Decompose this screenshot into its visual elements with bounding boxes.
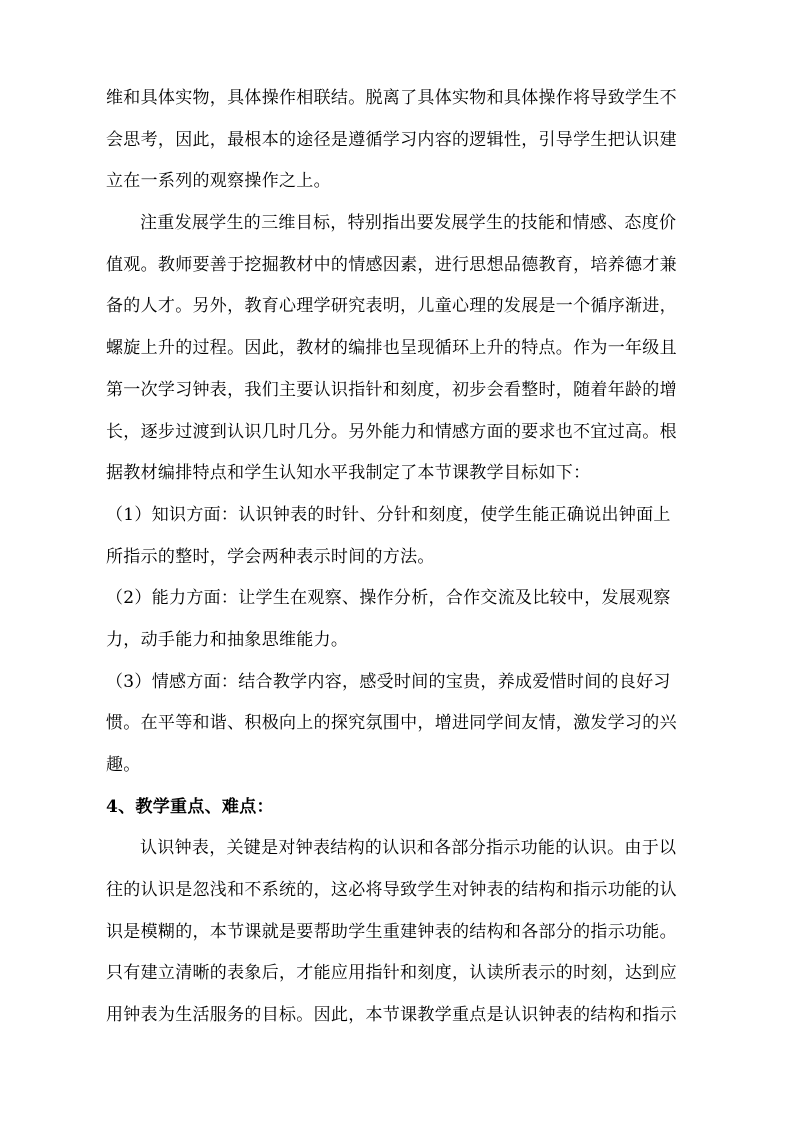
text-line: 维和具体实物，具体操作相联结。脱离了具体实物和具体操作将导致学生不 [106,88,677,108]
text-line: 惯。在平等和谐、积极向上的探究氛围中，增进同学间友情，激发学习的兴 [106,713,677,734]
text-line: 所指示的整时，学会两种表示时间的方法。 [106,546,435,567]
text-line: 趣。 [106,755,141,775]
text-line: 用钟表为生活服务的目标。因此，本节课教学重点是认识钟表的结构和指示 [106,1005,677,1026]
paragraph-start-line: 认识钟表，关键是对钟表结构的认识和各部分指示功能的认识。由于以 [140,838,677,859]
text-line: 长，逐步过渡到认识几时几分。另外能力和情感方面的要求也不宜过高。根 [106,421,677,442]
text-line: 螺旋上升的过程。因此，教材的编排也呈现循环上升的特点。作为一年级且 [106,338,677,359]
goal-item-ability: （2）能力方面：让学生在观察、操作分析，合作交流及比较中，发展观察 [106,588,671,609]
text-line: 值观。教师要善于挖掘教材中的情感因素，进行思想品德教育，培养德才兼 [106,254,677,275]
text-line: 识是模糊的，本节课就是要帮助学生重建钟表的结构和各部分的指示功能。 [106,921,677,942]
text-line: 会思考，因此，最根本的途径是遵循学习内容的逻辑性，引导学生把认识建 [106,129,677,150]
paragraph-start-line: 注重发展学生的三维目标，特别指出要发展学生的技能和情感、态度价 [140,213,677,234]
goal-item-emotion: （3）情感方面：结合教学内容，感受时间的宝贵，养成爱惜时间的良好习 [106,671,671,692]
text-line: 立在一系列的观察操作之上。 [106,171,331,192]
section-heading: 4、教学重点、难点： [106,796,274,817]
text-line: 备的人才。另外，教育心理学研究表明，儿童心理的发展是一个循序渐进， [106,296,677,317]
text-line: 只有建立清晰的表象后，才能应用指针和刻度，认读所表示的时刻，达到应 [106,963,677,984]
text-line: 据教材编排特点和学生认知水平我制定了本节课教学目标如下： [106,463,591,484]
goal-item-knowledge: （1）知识方面：认识钟表的时针、分针和刻度，使学生能正确说出钟面上 [106,504,671,525]
text-line: 第一次学习钟表，我们主要认识指针和刻度，初步会看整时，随着年龄的增 [106,379,677,400]
text-line: 往的认识是忽浅和不系统的，这必将导致学生对钟表的结构和指示功能的认 [106,880,677,901]
text-line: 力，动手能力和抽象思维能力。 [106,629,349,650]
document-body [106,78,714,1037]
